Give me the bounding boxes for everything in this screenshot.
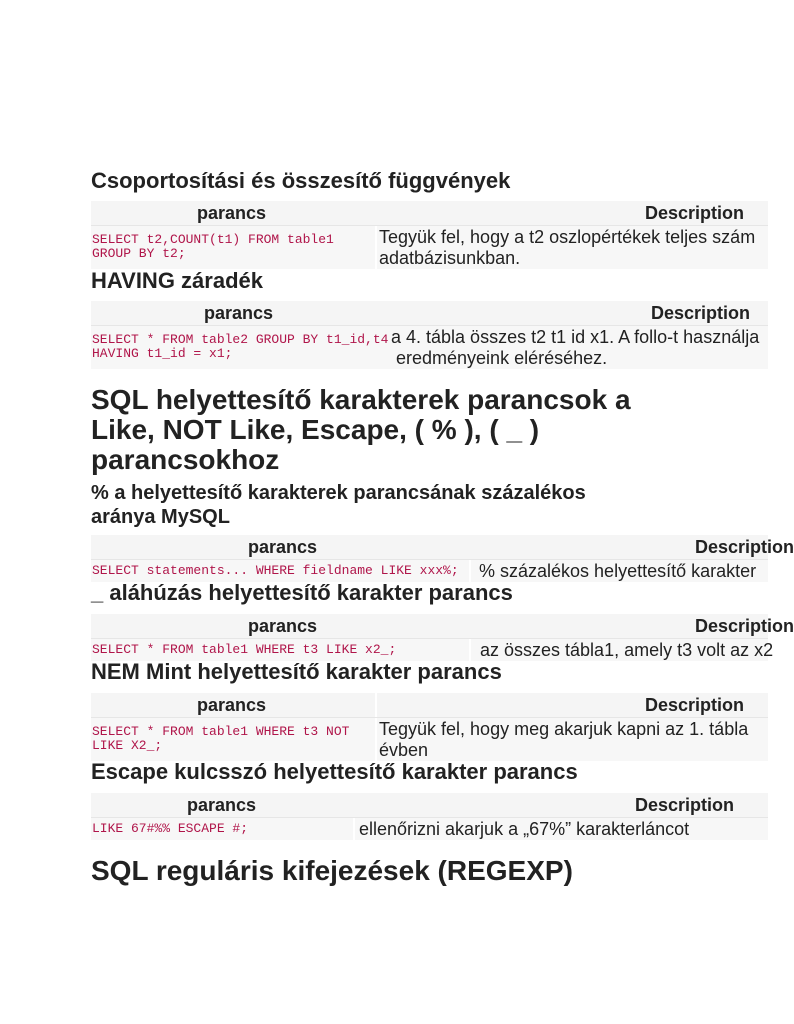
- description-cell: Tegyük fel, hogy a t2 oszlopértékek teljes szám adatbázisunkban.: [379, 227, 756, 268]
- header-cmd: parancs: [204, 303, 274, 323]
- description-cell: az összes tábla1, amely t3 volt az x2: [480, 640, 774, 660]
- table-header: [91, 614, 794, 639]
- code-cell: SELECT statements... WHERE fieldname LIKE xxx%;: [92, 563, 459, 578]
- section-title-having: HAVING záradék: [91, 268, 263, 293]
- code-cell: LIKE 67#%% ESCAPE #;: [92, 821, 249, 836]
- table-header: [91, 301, 768, 326]
- section-title-wildcards: SQL helyettesítő karakterek parancsok a Like, NOT Like, Escape, ( % ), ( _ ) parancsokhoz: [91, 384, 631, 475]
- having-table: [91, 301, 768, 369]
- grouping-table: [91, 201, 768, 269]
- description-cell: ellenőrizni akarjuk a „67%” karakterláncot: [359, 819, 690, 839]
- table-row: [91, 639, 774, 661]
- section-title-percent: % a helyettesítő karakterek parancsának százalékos aránya MySQL: [91, 482, 586, 528]
- header-desc: Description: [695, 537, 794, 557]
- section-title-escape: Escape kulcsszó helyettesítő karakter parancs: [91, 759, 578, 784]
- section-title-grouping: Csoportosítási és összesítő függvények: [91, 168, 511, 193]
- table-row: [91, 818, 768, 840]
- code-cell: SELECT t2,COUNT(t1) FROM table1 GROUP BY t2;: [92, 232, 334, 261]
- code-cell: SELECT * FROM table2 GROUP BY t1_id,t4 HAVING t1_id = x1;: [92, 332, 389, 361]
- table-row: [91, 326, 768, 369]
- table-header: [91, 201, 768, 226]
- header-desc: Description: [651, 303, 751, 323]
- header-cmd: parancs: [248, 537, 318, 557]
- header-cmd: parancs: [197, 695, 267, 715]
- table-header: [91, 535, 794, 560]
- escape-table: [91, 793, 768, 840]
- header-desc: Description: [695, 616, 794, 636]
- header-cmd: parancs: [187, 795, 257, 815]
- code-cell: SELECT * FROM table1 WHERE t3 LIKE x2_;: [92, 642, 397, 657]
- notlike-table: [91, 693, 768, 761]
- description-cell: Tegyük fel, hogy meg akarjuk kapni az 1. tábla évben: [379, 719, 749, 760]
- header-desc: Description: [635, 795, 735, 815]
- table-row: [91, 718, 768, 761]
- description-cell: % százalékos helyettesítő karakter: [479, 561, 757, 581]
- description-cell: a 4. tábla összes t2 t1 id x1. A follo-t használja eredményeink eléréséhez.: [391, 327, 760, 368]
- table-header: [91, 793, 768, 818]
- header-desc: Description: [645, 203, 745, 223]
- percent-table: [91, 535, 794, 582]
- table-row: [91, 560, 768, 582]
- code-cell: SELECT * FROM table1 WHERE t3 NOT LIKE X2_;: [92, 724, 350, 753]
- header-cmd: parancs: [197, 203, 267, 223]
- section-title-underscore: _ aláhúzás helyettesítő karakter parancs: [91, 580, 513, 605]
- table-row: [91, 226, 768, 269]
- underscore-table: [91, 614, 794, 661]
- section-title-regexp: SQL reguláris kifejezések (REGEXP): [91, 855, 573, 886]
- header-desc: Description: [645, 695, 745, 715]
- section-title-notlike: NEM Mint helyettesítő karakter parancs: [91, 659, 502, 684]
- table-header: [91, 693, 768, 718]
- header-cmd: parancs: [248, 616, 318, 636]
